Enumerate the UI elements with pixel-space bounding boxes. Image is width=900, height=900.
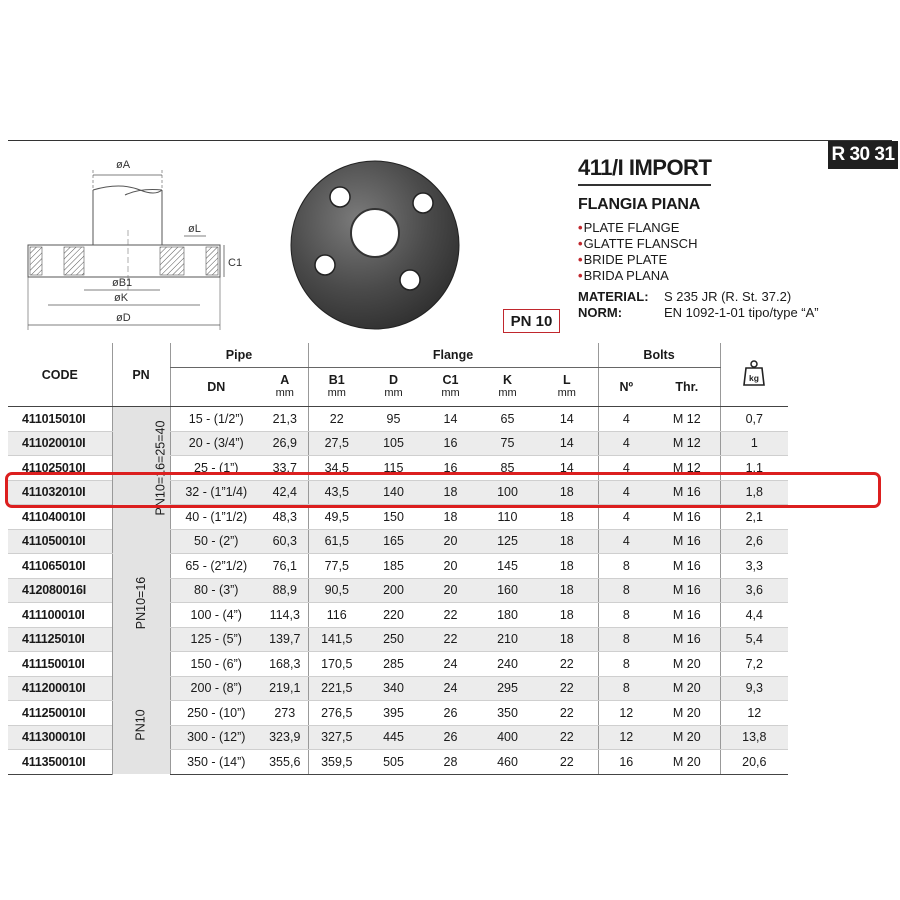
cell-c1: 24 — [422, 652, 479, 677]
cell-bolt-count: 8 — [598, 578, 654, 603]
col-c1-header: C1 mm — [422, 368, 479, 407]
cell-b1: 77,5 — [308, 554, 365, 579]
cell-dn: 50 - (2”) — [170, 529, 262, 554]
cell-thread: M 16 — [654, 603, 720, 628]
cell-weight: 7,2 — [720, 652, 788, 677]
cell-dn: 40 - (1”1/2) — [170, 505, 262, 530]
cell-l: 22 — [536, 725, 598, 750]
flange-cross-section-drawing — [20, 150, 243, 335]
cell-weight: 13,8 — [720, 725, 788, 750]
cell-d: 200 — [365, 578, 422, 603]
top-rule — [8, 140, 892, 141]
product-code: 411300010I — [8, 725, 112, 750]
cell-b1: 61,5 — [308, 529, 365, 554]
pn-group-label: PN10=16=25=40 — [152, 420, 167, 516]
cell-dn: 25 - (1”) — [170, 456, 262, 481]
cell-dn: 100 - (4”) — [170, 603, 262, 628]
product-code: 411020010I — [8, 431, 112, 456]
cell-bolt-count: 8 — [598, 603, 654, 628]
cell-c1: 26 — [422, 725, 479, 750]
dim-b1-label: øB1 — [112, 277, 133, 289]
bullet-icon: • — [578, 220, 583, 235]
cell-a: 114,3 — [262, 603, 308, 628]
pn-group-cell — [112, 407, 170, 530]
cell-thread: M 16 — [654, 480, 720, 505]
group-bolts-header: Bolts — [598, 343, 720, 368]
cell-a: 21,3 — [262, 407, 308, 432]
cell-weight: 1,8 — [720, 480, 788, 505]
cell-weight: 3,6 — [720, 578, 788, 603]
cell-b1: 170,5 — [308, 652, 365, 677]
product-code: 411050010I — [8, 529, 112, 554]
norm-value: EN 1092-1-01 tipo/type “A” — [664, 305, 819, 320]
cell-weight: 1,1 — [720, 456, 788, 481]
cell-l: 14 — [536, 431, 598, 456]
table-row — [8, 407, 788, 432]
cell-k: 110 — [479, 505, 536, 530]
cell-thread: M 20 — [654, 750, 720, 775]
cell-b1: 221,5 — [308, 676, 365, 701]
weight-kg-icon — [743, 360, 765, 386]
cell-a: 168,3 — [262, 652, 308, 677]
cell-weight: 12 — [720, 701, 788, 726]
norm-spec — [578, 305, 819, 320]
cell-b1: 90,5 — [308, 578, 365, 603]
product-code: 411025010I — [8, 456, 112, 481]
cell-a: 26,9 — [262, 431, 308, 456]
cell-k: 240 — [479, 652, 536, 677]
cell-bolt-count: 4 — [598, 431, 654, 456]
cell-d: 445 — [365, 725, 422, 750]
cell-thread: M 20 — [654, 676, 720, 701]
col-pn-header: PN — [112, 343, 170, 407]
cell-d: 115 — [365, 456, 422, 481]
cell-k: 65 — [479, 407, 536, 432]
translation-en: •PLATE FLANGE — [578, 220, 680, 235]
material-spec — [578, 289, 791, 304]
cell-d: 150 — [365, 505, 422, 530]
translation-list — [578, 220, 697, 284]
cell-weight: 4,4 — [720, 603, 788, 628]
group-flange-header: Flange — [308, 343, 598, 368]
material-value: S 235 JR (R. St. 37.2) — [664, 289, 792, 304]
cell-bolt-count: 4 — [598, 480, 654, 505]
product-code: 411125010I — [8, 627, 112, 652]
cell-c1: 18 — [422, 480, 479, 505]
col-bolt-count-header: Nº — [598, 368, 654, 407]
product-code: 411032010I — [8, 480, 112, 505]
cell-k: 125 — [479, 529, 536, 554]
cell-thread: M 12 — [654, 431, 720, 456]
product-code: 411100010I — [8, 603, 112, 628]
cell-a: 219,1 — [262, 676, 308, 701]
cell-c1: 16 — [422, 431, 479, 456]
cell-c1: 14 — [422, 407, 479, 432]
cell-weight: 5,4 — [720, 627, 788, 652]
dim-c1-label: C1 — [228, 257, 243, 269]
cell-c1: 24 — [422, 676, 479, 701]
product-subtitle: FLANGIA PIANA — [578, 196, 701, 213]
cell-dn: 350 - (14”) — [170, 750, 262, 775]
cell-c1: 18 — [422, 505, 479, 530]
cell-thread: M 12 — [654, 456, 720, 481]
cell-a: 60,3 — [262, 529, 308, 554]
cell-l: 22 — [536, 701, 598, 726]
cell-d: 105 — [365, 431, 422, 456]
cell-l: 18 — [536, 627, 598, 652]
cell-thread: M 20 — [654, 725, 720, 750]
cell-thread: M 20 — [654, 701, 720, 726]
cell-bolt-count: 8 — [598, 676, 654, 701]
cell-k: 180 — [479, 603, 536, 628]
cell-c1: 22 — [422, 627, 479, 652]
cell-weight: 2,6 — [720, 529, 788, 554]
cell-l: 14 — [536, 407, 598, 432]
bullet-icon: • — [578, 236, 583, 251]
cell-bolt-count: 12 — [598, 725, 654, 750]
col-b1-header: B1 mm — [308, 368, 365, 407]
pn-rating-badge: PN 10 — [503, 309, 560, 333]
cell-b1: 276,5 — [308, 701, 365, 726]
svg-text:kg: kg — [749, 373, 760, 383]
cell-k: 295 — [479, 676, 536, 701]
cell-k: 210 — [479, 627, 536, 652]
cell-c1: 16 — [422, 456, 479, 481]
cell-l: 22 — [536, 750, 598, 775]
col-thread-header: Thr. — [654, 368, 720, 407]
col-k-header: K mm — [479, 368, 536, 407]
cell-a: 355,6 — [262, 750, 308, 775]
cell-k: 460 — [479, 750, 536, 775]
cell-bolt-count: 4 — [598, 529, 654, 554]
cell-weight: 20,6 — [720, 750, 788, 775]
dim-a-label: øA — [116, 159, 131, 171]
col-a-header: A mm — [262, 368, 308, 407]
cell-d: 220 — [365, 603, 422, 628]
bullet-icon: • — [578, 268, 583, 283]
cell-d: 250 — [365, 627, 422, 652]
cell-d: 95 — [365, 407, 422, 432]
cell-b1: 116 — [308, 603, 365, 628]
product-code: 411150010I — [8, 652, 112, 677]
pn-group-label: PN10=16 — [133, 576, 148, 629]
cell-a: 48,3 — [262, 505, 308, 530]
catalog-reference-badge: R 30 31 — [828, 141, 898, 169]
flange-photo — [285, 155, 465, 335]
cell-thread: M 20 — [654, 652, 720, 677]
cell-a: 273 — [262, 701, 308, 726]
cell-k: 400 — [479, 725, 536, 750]
cell-c1: 28 — [422, 750, 479, 775]
cell-a: 76,1 — [262, 554, 308, 579]
dim-l-label: øL — [188, 223, 201, 235]
product-code: 411040010I — [8, 505, 112, 530]
cell-c1: 20 — [422, 529, 479, 554]
table-row — [8, 529, 788, 554]
cell-a: 323,9 — [262, 725, 308, 750]
dim-k-label: øK — [114, 292, 129, 304]
cell-weight: 0,7 — [720, 407, 788, 432]
cell-weight: 2,1 — [720, 505, 788, 530]
norm-label: NORM: — [578, 305, 623, 320]
cell-l: 22 — [536, 676, 598, 701]
col-l-header: L mm — [536, 368, 598, 407]
cell-bolt-count: 12 — [598, 701, 654, 726]
cell-l: 14 — [536, 456, 598, 481]
cell-l: 18 — [536, 578, 598, 603]
cell-dn: 150 - (6”) — [170, 652, 262, 677]
cell-bolt-count: 4 — [598, 407, 654, 432]
cell-dn: 80 - (3”) — [170, 578, 262, 603]
flange-spec-table — [8, 343, 788, 775]
cell-bolt-count: 4 — [598, 505, 654, 530]
cell-dn: 125 - (5”) — [170, 627, 262, 652]
cell-l: 18 — [536, 554, 598, 579]
cell-k: 100 — [479, 480, 536, 505]
cell-thread: M 16 — [654, 529, 720, 554]
table-row — [8, 676, 788, 701]
cell-d: 140 — [365, 480, 422, 505]
cell-d: 340 — [365, 676, 422, 701]
pn-group-label: PN10 — [134, 709, 148, 741]
group-pipe-header: Pipe — [170, 343, 308, 368]
cell-d: 165 — [365, 529, 422, 554]
product-code: 411065010I — [8, 554, 112, 579]
cell-dn: 250 - (10”) — [170, 701, 262, 726]
cell-dn: 20 - (3/4”) — [170, 431, 262, 456]
product-code: 411250010I — [8, 701, 112, 726]
cell-k: 85 — [479, 456, 536, 481]
cell-d: 505 — [365, 750, 422, 775]
cell-b1: 141,5 — [308, 627, 365, 652]
cell-bolt-count: 8 — [598, 554, 654, 579]
product-code: 411350010I — [8, 750, 112, 775]
cell-l: 18 — [536, 603, 598, 628]
pn-group-cell — [112, 529, 170, 676]
cell-bolt-count: 8 — [598, 652, 654, 677]
col-code-header: CODE — [8, 343, 112, 407]
cell-b1: 49,5 — [308, 505, 365, 530]
cell-thread: M 16 — [654, 554, 720, 579]
bullet-icon: • — [578, 252, 583, 267]
translation-fr: •BRIDE PLATE — [578, 252, 668, 267]
product-code: 412080016I — [8, 578, 112, 603]
translation-de: •GLATTE FLANSCH — [578, 236, 698, 251]
cell-l: 18 — [536, 529, 598, 554]
cell-b1: 27,5 — [308, 431, 365, 456]
cell-bolt-count: 8 — [598, 627, 654, 652]
col-d-header: D mm — [365, 368, 422, 407]
col-dn-header: DN — [170, 368, 262, 407]
cell-c1: 20 — [422, 578, 479, 603]
cell-bolt-count: 4 — [598, 456, 654, 481]
cell-b1: 34,5 — [308, 456, 365, 481]
cell-l: 18 — [536, 480, 598, 505]
dim-d-label: øD — [116, 312, 131, 324]
cell-d: 395 — [365, 701, 422, 726]
cell-a: 139,7 — [262, 627, 308, 652]
cell-k: 350 — [479, 701, 536, 726]
cell-thread: M 16 — [654, 578, 720, 603]
cell-c1: 20 — [422, 554, 479, 579]
col-weight-header — [720, 343, 788, 407]
cell-dn: 200 - (8”) — [170, 676, 262, 701]
cell-b1: 359,5 — [308, 750, 365, 775]
cell-k: 160 — [479, 578, 536, 603]
cell-k: 145 — [479, 554, 536, 579]
material-label: MATERIAL: — [578, 289, 649, 304]
cell-l: 18 — [536, 505, 598, 530]
cell-a: 42,4 — [262, 480, 308, 505]
cell-thread: M 12 — [654, 407, 720, 432]
cell-c1: 26 — [422, 701, 479, 726]
product-title: 411/I IMPORT — [578, 155, 711, 186]
cell-dn: 65 - (2”1/2) — [170, 554, 262, 579]
product-code: 411200010I — [8, 676, 112, 701]
cell-b1: 22 — [308, 407, 365, 432]
cell-weight: 9,3 — [720, 676, 788, 701]
cell-dn: 15 - (1/2”) — [170, 407, 262, 432]
cell-thread: M 16 — [654, 627, 720, 652]
cell-d: 185 — [365, 554, 422, 579]
cell-weight: 1 — [720, 431, 788, 456]
cell-thread: M 16 — [654, 505, 720, 530]
cell-l: 22 — [536, 652, 598, 677]
cell-b1: 327,5 — [308, 725, 365, 750]
cell-b1: 43,5 — [308, 480, 365, 505]
cell-dn: 32 - (1”1/4) — [170, 480, 262, 505]
pn-group-cell — [112, 676, 170, 774]
translation-es: •BRIDA PLANA — [578, 268, 669, 283]
cell-a: 88,9 — [262, 578, 308, 603]
cell-weight: 3,3 — [720, 554, 788, 579]
cell-c1: 22 — [422, 603, 479, 628]
cell-k: 75 — [479, 431, 536, 456]
cell-dn: 300 - (12”) — [170, 725, 262, 750]
product-code: 411015010I — [8, 407, 112, 432]
cell-d: 285 — [365, 652, 422, 677]
cell-a: 33,7 — [262, 456, 308, 481]
cell-bolt-count: 16 — [598, 750, 654, 775]
